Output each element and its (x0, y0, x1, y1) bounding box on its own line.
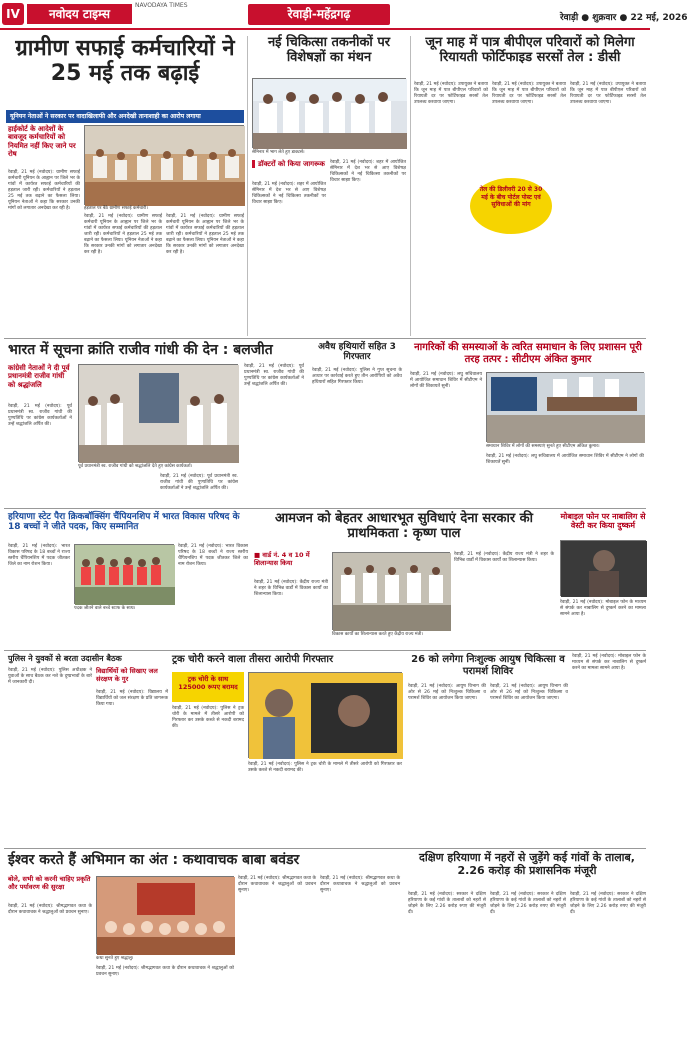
brand-subtitle: NAVODAYA TIMES (135, 2, 188, 9)
mobile-photo (560, 540, 646, 596)
canal-body-col2: रेवाड़ी, 21 मई (नवोदय): सरकार ने दक्षिण हरियाणा के कई गांवों के तालाबों को नहरों से जोड़ने के लिए 2.26 करोड़ रुपए की मंजूरी दी। (490, 892, 566, 915)
cricket-photo-caption: पदक जीतने वाले बच्चे स्टाफ के साथ। (74, 606, 136, 611)
technique-body: रेवाड़ी, 21 मई (नवोदय): शहर में आयोजित सेमिनार में देश भर से आए विशेषज्ञ चिकित्सकों ने नई चिकित्सा तकनीकों पर विचार साझा किए। (252, 182, 326, 205)
oil-body-col3: रेवाड़ी, 21 मई (नवोदय): उपायुक्त ने बताया कि जून माह में पात्र बीपीएल परिवारों को रियायती दर पर फोर्टिफाइड सरसों तेल उपलब्ध करवाया जाएगा। (570, 82, 646, 105)
baba-body-col2: रेवाड़ी, 21 मई (नवोदय): श्रीमद्भागवत कथा के दौरान कथावाचक ने श्रद्धालुओं को प्रवचन सुनाए। (96, 966, 234, 977)
safai-body-col3: रेवाड़ी, 21 मई (नवोदय): ग्रामीण सफाई कर्मचारी यूनियन के आह्वान पर जिले भर के गांवों में कार्यरत सफाई कर्मचारियों की हड़ताल जारी रही। कर्मचारियों ने हड़ताल 25 मई तक बढ़ाने का फैसला लिया। यूनियन नेताओं ने कहा कि सरकार उनकी मांगों को लगातार अनदेखा कर रही है। (166, 214, 244, 255)
oil-badge: तेल की डिलीवरी 20 से 30 मई के बीच पोर्टल पोस्ट एवं सुविधाओं की मांग (470, 178, 552, 234)
issue-date: रेवाड़ी ● शुक्रवार ● 22 मई, 2026 (560, 13, 688, 23)
truck-photo (248, 672, 402, 758)
baba-side-head: बोले, सभी को करनी चाहिए प्रकृति और पर्यावरण की सुरक्षा (8, 875, 91, 891)
oil-body-col2: रेवाड़ी, 21 मई (नवोदय): उपायुक्त ने बताया कि जून माह में पात्र बीपीएल परिवारों को रियायती दर पर फोर्टिफाइड सरसों तेल उपलब्ध करवाया जाएगा। (492, 82, 566, 105)
mobile-body-col2: रेवाड़ी, 21 मई (नवोदय): मोबाइल फोन के माध्यम से संपर्क कर नाबालिग से दुष्कर्म करने का मामला सामने आया है। (572, 654, 646, 671)
police-body: रेवाड़ी, 21 मई (नवोदय): पुलिस अधीक्षक ने युवाओं के साथ बैठक कर नशे के दुष्प्रभावों के बारे में जानकारी दी। (8, 668, 92, 685)
truck-body-col2: रेवाड़ी, 21 मई (नवोदय): पुलिस ने ट्रक चोरी के मामले में तीसरे आरोपी को गिरफ्तार कर उसके कब्जे से नकदी बरामद की। (248, 762, 402, 773)
technique-body-col2: रेवाड़ी, 21 मई (नवोदय): शहर में आयोजित सेमिनार में देश भर से आए विशेषज्ञ चिकित्सकों ने नई चिकित्सा तकनीकों पर विचार साझा किए। (330, 160, 406, 183)
masthead (0, 0, 688, 30)
vidyarthi-body: रेवाड़ी, 21 मई (नवोदय): विद्यालय में विद्यार्थियों को जल संरक्षण के प्रति जागरूक किया गया। (96, 690, 168, 707)
truck-headline: ट्रक चोरी करने वाला तीसरा आरोपी गिरफ्तार (172, 654, 334, 665)
cricket-headline: हरियाणा स्टेट पैरा क्रिकबॉक्सिंग चैंपियनशिप में भारत विकास परिषद के 18 बच्चों ने जीते पदक, किए सम्मानित (8, 512, 240, 533)
baba-headline: ईश्वर करते हैं अभिमान का अंत : कथावाचक बाबा बवंडर (8, 852, 300, 868)
police-headline: पुलिस ने युवकों से बरता उदासीन बैठक (8, 654, 122, 663)
mobile-headline: मोबाइल फोन पर नाबालिग से वेस्टी कर किया दुष्कर्म (560, 512, 646, 531)
tribute-photo-image (79, 365, 239, 463)
aamjan-body: रेवाड़ी, 21 मई (नवोदय): केंद्रीय राज्य मंत्री ने शहर के विभिन्न वार्डों में विकास कार्यों का शिलान्यास किया। (254, 580, 328, 597)
section-rule (4, 508, 646, 509)
safai-strap: यूनियन नेताओं ने सरकार पर वादाखिलाफी और अनदेखी तानाशाही का आरोप लगाया (6, 110, 244, 123)
ayush-body-col2: रेवाड़ी, 21 मई (नवोदय): आयुष विभाग की ओर से 26 मई को निःशुल्क चिकित्सा व परामर्श शिविर का आयोजन किया जाएगा। (490, 684, 568, 701)
aamjan-bullet-text: वार्ड नं. 4 व 10 में शिलान्यास किया (254, 551, 310, 567)
rajiv-body-col2: रेवाड़ी, 21 मई (नवोदय): पूर्व प्रधानमंत्री स्व. राजीव गांधी की पुण्यतिथि पर कांग्रेस कार्यकर्ताओं ने उन्हें श्रद्धांजलि अर्पित की। (160, 474, 238, 491)
page-number: IV (2, 3, 24, 25)
safai-body-col2: रेवाड़ी, 21 मई (नवोदय): ग्रामीण सफाई कर्मचारी यूनियन के आह्वान पर जिले भर के गांवों में कार्यरत सफाई कर्मचारियों की हड़ताल जारी रही। कर्मचारियों ने हड़ताल 25 मई तक बढ़ाने का फैसला लिया। यूनियन नेताओं ने कहा कि सरकार उनकी मांगों को लगातार अनदेखा कर रही है। (84, 214, 162, 255)
truck-body: रेवाड़ी, 21 मई (नवोदय): पुलिस ने ट्रक चोरी के मामले में तीसरे आरोपी को गिरफ्तार कर उसके कब्जे से नकदी बरामद की। (172, 706, 244, 729)
samadhan-body: रेवाड़ी, 21 मई (नवोदय): लघु सचिवालय में आयोजित समाधान शिविर में सीटीएम ने लोगों की शिकायतें सुनीं। (410, 372, 482, 389)
rajiv-headline: भारत में सूचना क्रांति राजीव गांधी की देन : बलजीत (8, 342, 273, 358)
accused-photo-image (249, 673, 403, 759)
safai-body: रेवाड़ी, 21 मई (नवोदय): ग्रामीण सफाई कर्मचारी यूनियन के आह्वान पर जिले भर के गांवों में कार्यरत सफाई कर्मचारियों की हड़ताल जारी रही। कर्मचारियों ने हड़ताल 25 मई तक बढ़ाने का फैसला लिया। यूनियन नेताओं ने कहा कि सरकार उनकी मांगों को लगातार अनदेखा कर रही है। (8, 170, 80, 211)
baba-body-col3: रेवाड़ी, 21 मई (नवोदय): श्रीमद्भागवत कथा के दौरान कथावाचक ने श्रद्धालुओं को प्रवचन सुनाए। (238, 876, 316, 893)
safai-photo-caption: हड़ताल पर बैठे ग्रामीण सफाई कर्मचारी। (84, 206, 148, 211)
rajiv-body: रेवाड़ी, 21 मई (नवोदय): पूर्व प्रधानमंत्री स्व. राजीव गांधी की पुण्यतिथि पर कांग्रेस कार्यकर्ताओं ने उन्हें श्रद्धांजलि अर्पित की। (8, 404, 72, 427)
technique-headline: नई चिकित्सा तकनीकों पर विशेषज्ञों का मंथन (267, 35, 391, 65)
samadhan-photo-image (487, 373, 645, 443)
victim-illustration-image (561, 541, 647, 597)
canal-body: रेवाड़ी, 21 मई (नवोदय): सरकार ने दक्षिण हरियाणा के कई गांवों के तालाबों को नहरों से जोड़ने के लिए 2.26 करोड़ रुपए की मंजूरी दी। (408, 892, 486, 915)
ayush-body: रेवाड़ी, 21 मई (नवोदय): आयुष विभाग की ओर से 26 मई को निःशुल्क चिकित्सा व परामर्श शिविर का आयोजन किया जाएगा। (408, 684, 486, 701)
section-rule (4, 848, 646, 849)
cricket-team-photo-image (75, 545, 175, 605)
cricket-body-col2: रेवाड़ी, 21 मई (नवोदय): भारत विकास परिषद के 18 बच्चों ने राज्य स्तरीय चैंपियनशिप में पदक जीतकर जिले का नाम रोशन किया। (178, 544, 248, 567)
technique-photo-caption: सेमिनार में भाग लेते हुए डाक्टर्स। (252, 150, 305, 155)
vidyarthi-side-head: विद्यार्थियों को सिखाए जल संरक्षण के गुर (96, 667, 158, 683)
rajiv-side-head: कांग्रेसी नेताओं ने दी पूर्व प्रधानमंत्री राजीव गांधी को श्रद्धांजलि (8, 364, 70, 389)
aamjan-bullet (254, 552, 328, 568)
aamjan-headline: आमजन को बेहतर आधारभूत सुविधाएं देना सरकार की प्राथमिकता : कृष्ण पाल (274, 511, 534, 541)
samadhan-photo-caption: समाधान शिविर में लोगों की समस्याएं सुनते हुए सीटीएम अंकित कुमार। (486, 444, 600, 449)
baba-photo-caption: कथा सुनते हुए श्रद्धालु। (96, 956, 134, 961)
baba-body-col4: रेवाड़ी, 21 मई (नवोदय): श्रीमद्भागवत कथा के दौरान कथावाचक ने श्रद्धालुओं को प्रवचन सुनाए। (320, 876, 400, 893)
katha-photo-image (97, 877, 235, 955)
aamjan-photo-caption: विकास कार्यों का शिलान्यास करते हुए केंद्रीय राज्य मंत्री। (332, 632, 423, 637)
column-rule (247, 36, 248, 336)
rajiv-photo-caption: पूर्व प्रधानमंत्री स्व. राजीव गांधी को श्रद्धांजलि देते हुए कांग्रेस कार्यकर्ता। (78, 464, 193, 469)
samadhan-body-col2: रेवाड़ी, 21 मई (नवोदय): लघु सचिवालय में आयोजित समाधान शिविर में सीटीएम ने लोगों की शिकायतें सुनीं। (486, 454, 644, 465)
newspaper-brand: नवोदय टाइम्स (27, 4, 132, 24)
protest-photo-image (85, 126, 245, 206)
technique-side-head: डॉक्टरों को किया जागरूक (252, 160, 326, 168)
canal-headline: दक्षिण हरियाणा में नहरों से जुड़ेंगे कई गांवों के तालाब, 2.26 करोड़ की प्रशासनिक मंजूरी (419, 851, 635, 877)
baba-body: रेवाड़ी, 21 मई (नवोदय): श्रीमद्भागवत कथा के दौरान कथावाचक ने श्रद्धालुओं को प्रवचन सुनाए। (8, 904, 92, 915)
arms-headline: अवैध हथियारों सहित 3 गिरफ्तार (318, 342, 396, 363)
safai-side-head: हाईकोर्ट के आदेशों के बावजूद कर्मचारियों को नियमित नहीं किए जाने पर रोष (8, 125, 76, 159)
foundation-stone-photo-image (333, 553, 451, 631)
bullet-icon: ■ (254, 551, 263, 559)
safai-photo (84, 125, 244, 205)
technique-photo (252, 78, 406, 148)
column-rule (410, 36, 411, 336)
rajiv-body-col3: रेवाड़ी, 21 मई (नवोदय): पूर्व प्रधानमंत्री स्व. राजीव गांधी की पुण्यतिथि पर कांग्रेस कार्यकर्ताओं ने उन्हें श्रद्धांजलि अर्पित की। (244, 364, 304, 387)
truck-badge: ट्रक चोरी के साथ 125000 रूपए बरामद (172, 672, 244, 702)
canal-body-col3: रेवाड़ी, 21 मई (नवोदय): सरकार ने दक्षिण हरियाणा के कई गांवों के तालाबों को नहरों से जोड़ने के लिए 2.26 करोड़ रुपए की मंजूरी दी। (570, 892, 646, 915)
aamjan-photo (332, 552, 450, 630)
samadhan-headline: नागरिकों की समस्याओं के त्वरित समाधान के लिए प्रशासन पूरी तरह तत्पर : सीटीएम अंकित कुमार (414, 342, 642, 365)
aamjan-body-col2: रेवाड़ी, 21 मई (नवोदय): केंद्रीय राज्य मंत्री ने शहर के विभिन्न वार्डों में विकास कार्यों का शिलान्यास किया। (454, 552, 554, 563)
seminar-photo-image (253, 79, 407, 149)
section-rule (4, 650, 646, 651)
cricket-photo (74, 544, 174, 604)
ayush-headline: 26 को लगेगा निःशुल्क आयुष चिकित्सा व परामर्श शिविर (411, 654, 565, 677)
baba-photo (96, 876, 234, 954)
safai-headline: ग्रामीण सफाई कर्मचारियों ने 25 मई तक बढ़ाई (15, 36, 235, 87)
cricket-body: रेवाड़ी, 21 मई (नवोदय): भारत विकास परिषद के 18 बच्चों ने राज्य स्तरीय चैंपियनशिप में पदक जीतकर जिले का नाम रोशन किया। (8, 544, 70, 567)
section-rule (4, 338, 646, 339)
rajiv-photo (78, 364, 238, 462)
oil-headline: जून माह में पात्र बीपीएल परिवारों को मिलेगा रियायती फोर्टिफाइड सरसों तेल : डीसी (425, 35, 635, 65)
samadhan-photo (486, 372, 644, 442)
section-tag: रेवाड़ी-महेंद्रगढ़ (248, 4, 390, 25)
oil-body: रेवाड़ी, 21 मई (नवोदय): उपायुक्त ने बताया कि जून माह में पात्र बीपीएल परिवारों को रियायती दर पर फोर्टिफाइड सरसों तेल उपलब्ध करवाया जाएगा। (414, 82, 488, 105)
mobile-body: रेवाड़ी, 21 मई (नवोदय): मोबाइल फोन के माध्यम से संपर्क कर नाबालिग से दुष्कर्म करने का मामला सामने आया है। (560, 600, 646, 617)
arms-body: रेवाड़ी, 21 मई (नवोदय): पुलिस ने गुप्त सूचना के आधार पर कार्रवाई करते हुए तीन आरोपियों को अवैध हथियारों सहित गिरफ्तार किया। (312, 368, 402, 385)
